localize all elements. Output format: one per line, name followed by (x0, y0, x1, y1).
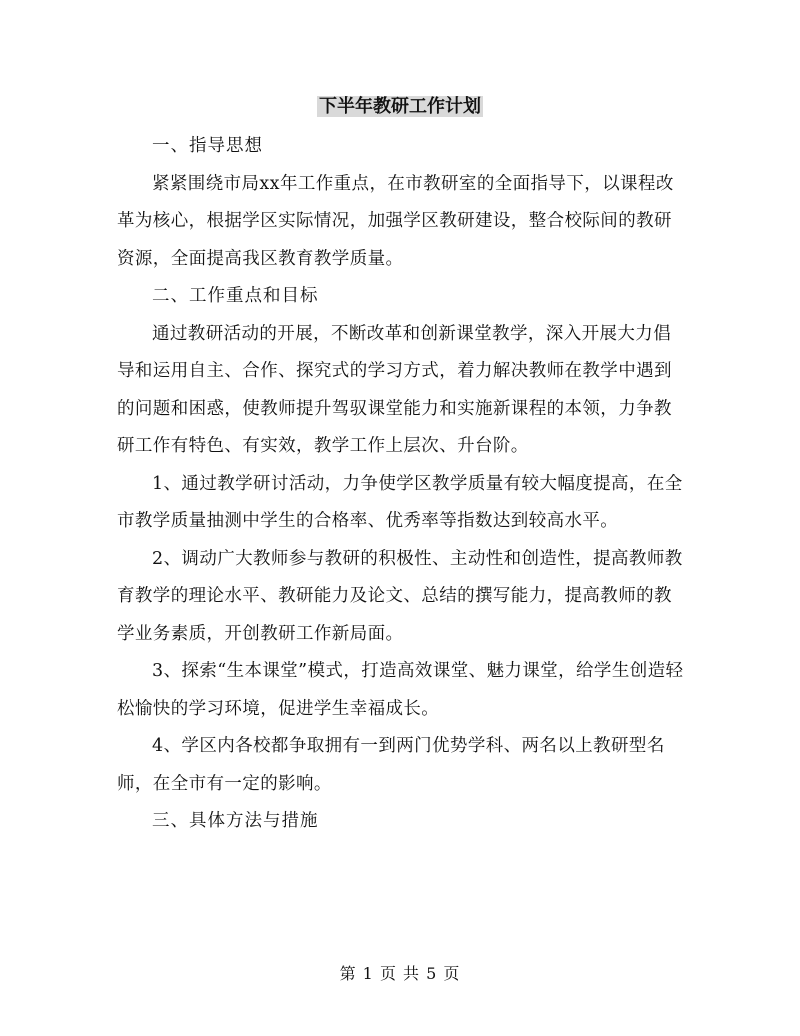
paragraph-focus-and-goals: 通过教研活动的开展，不断改革和创新课堂教学，深入开展大力倡导和运用自主、合作、探究式的学习方式，着力解决教师在教学中遇到的问题和困惑，使教师提升驾驭课堂能力和实施新课程的本领，力争教研工作有特色、有实效，教学工作上层次、升台阶。 (117, 323, 672, 456)
goal-item-2: 2、调动广大教师参与教研的积极性、主动性和创造性，提高教师教育教学的理论水平、教研能力及论文、总结的撰写能力，提高教师的教学业务素质，开创教研工作新局面。 (117, 548, 683, 644)
section-heading-focus-and-goals: 二、工作重点和目标 (152, 286, 319, 306)
goal-item-1: 1、通过教学研讨活动，力争使学区教学质量有较大幅度提高，在全市教学质量抽测中学生的合格率、优秀率等指数达到较高水平。 (117, 473, 683, 531)
section-heading-guiding-thought: 一、指导思想 (152, 136, 263, 156)
paragraph-guiding-thought: 紧紧围绕市局xx年工作重点，在市教研室的全面指导下，以课程改革为核心，根据学区实际情况，加强学区教研建设，整合校际间的教研资源，全面提高我区教育教学质量。 (117, 173, 674, 269)
goal-item-4: 4、学区内各校都争取拥有一到两门优势学科、两名以上教研型名师，在全市有一定的影响。 (117, 736, 665, 794)
page-footer: 第 1 页 共 5 页 (339, 964, 461, 983)
section-heading-methods: 三、具体方法与措施 (152, 811, 319, 831)
document-title (0, 93, 800, 121)
document-body (117, 128, 685, 841)
document-title-text: 下半年教研工作计划 (319, 96, 481, 117)
goal-item-3: 3、探索“生本课堂”模式，打造高效课堂、魅力课堂，给学生创造轻松愉快的学习环境，促进学生幸福成长。 (117, 661, 684, 719)
